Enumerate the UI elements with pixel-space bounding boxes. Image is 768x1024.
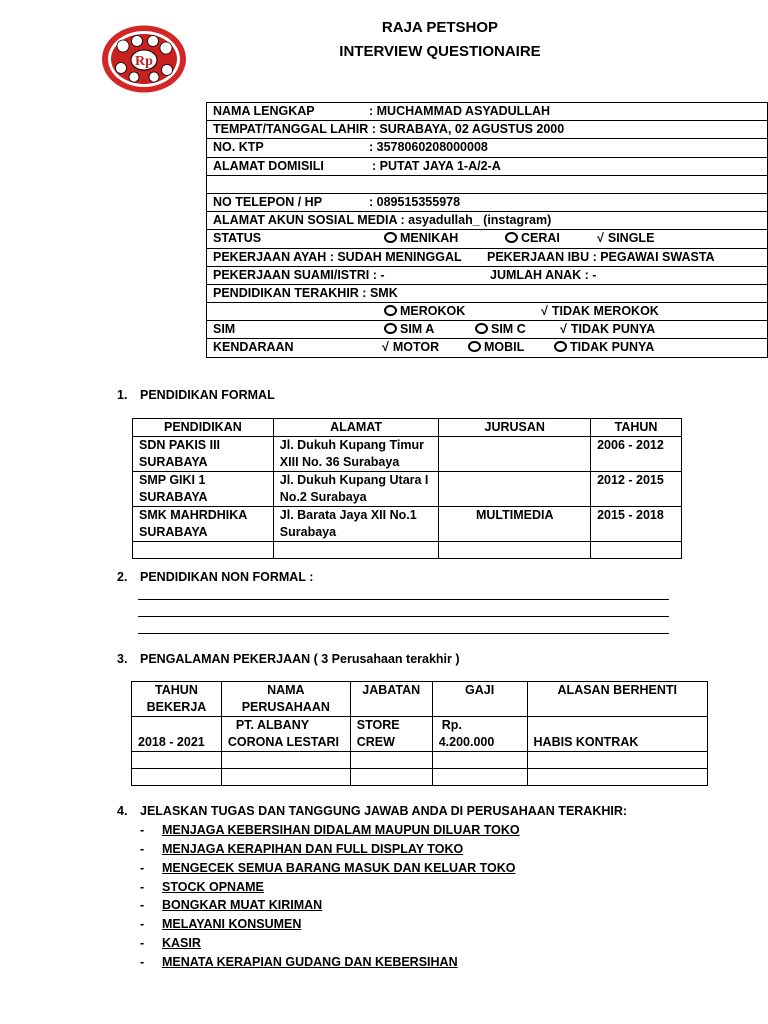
table-row: [132, 752, 708, 769]
page-subtitle: INTERVIEW QUESTIONAIRE: [339, 43, 541, 60]
orangtua-row: PEKERJAAN AYAH : SUDAH MENINGGAL PEKERJAAN IBU : PEGAWAI SWASTA: [207, 248, 768, 266]
check-icon: √: [541, 304, 548, 319]
check-icon: √: [382, 340, 389, 355]
telp-row: NO TELEPON / HP : 089515355978: [207, 193, 768, 211]
merokok-row: MEROKOK √ TIDAK MEROKOK: [207, 303, 768, 321]
blank-line: [138, 599, 669, 600]
status-row: STATUS MENIKAH CERAI √ SINGLE: [207, 230, 768, 248]
radio-circle-icon: [384, 232, 397, 243]
blank-line: [138, 616, 669, 617]
work-table: [131, 681, 708, 786]
edu-header: TAHUN: [591, 419, 682, 437]
ttl-row: TEMPAT/TANGGAL LAHIR : SURABAYA, 02 AGUSTUS 2000: [207, 121, 768, 139]
blank-line: [138, 633, 669, 634]
radio-circle-icon: [505, 232, 518, 243]
empty-row: [207, 175, 768, 193]
table-row: SMK MAHRDHIKA SURABAYA Jl. Barata Jaya XII No.1 Surabaya MULTIMEDIA 2015 - 2018: [133, 507, 682, 542]
radio-circle-icon: [468, 341, 481, 352]
work-header: NAMA PERUSAHAAN: [221, 682, 350, 717]
sim-row: SIM SIM A SIM C √ TIDAK PUNYA: [207, 321, 768, 339]
table-row: 2018 - 2021 PT. ALBANY CORONA LESTARI STORE CREW Rp. 4.200.000 HABIS KONTRAK: [132, 717, 708, 752]
suami-row: PEKERJAAN SUAMI/ISTRI : - JUMLAH ANAK : -: [207, 266, 768, 284]
work-header: ALASAN BERHENTI: [527, 682, 707, 717]
table-row: [132, 769, 708, 786]
work-header: TAHUN BEKERJA: [132, 682, 222, 717]
table-row: SMP GIKI 1 SURABAYA Jl. Dukuh Kupang Utara I No.2 Surabaya 2012 - 2015: [133, 472, 682, 507]
work-header: GAJI: [432, 682, 527, 717]
pendidikan-row: PENDIDIKAN TERAKHIR : SMK: [207, 284, 768, 302]
kendaraan-row: KENDARAAN √ MOTOR MOBIL TIDAK PUNYA: [207, 339, 768, 357]
petshop-logo: [101, 24, 187, 94]
nama-row: NAMA LENGKAP : MUCHAMMAD ASYADULLAH: [207, 103, 768, 121]
radio-circle-icon: [384, 305, 397, 316]
radio-circle-icon: [384, 323, 397, 334]
personal-info-table: [206, 102, 768, 358]
table-row: SDN PAKIS III SURABAYA Jl. Dukuh Kupang Timur XIII No. 36 Surabaya 2006 - 2012: [133, 437, 682, 472]
page-title: RAJA PETSHOP: [381, 19, 499, 36]
table-row: [133, 542, 682, 559]
radio-circle-icon: [554, 341, 567, 352]
work-header: JABATAN: [350, 682, 432, 717]
alamat-row: ALAMAT DOMISILI : PUTAT JAYA 1-A/2-A: [207, 157, 768, 175]
edu-header: ALAMAT: [273, 419, 439, 437]
logo-text: Rp: [135, 54, 153, 69]
check-icon: √: [560, 322, 567, 337]
edu-header: PENDIDIKAN: [133, 419, 274, 437]
education-table: [132, 418, 682, 559]
radio-circle-icon: [475, 323, 488, 334]
ktp-row: NO. KTP : 3578060208000008: [207, 139, 768, 157]
check-icon: √: [597, 231, 604, 246]
edu-header: JURUSAN: [439, 419, 591, 437]
sosmed-row: ALAMAT AKUN SOSIAL MEDIA : asyadullah_ (instagram): [207, 212, 768, 230]
